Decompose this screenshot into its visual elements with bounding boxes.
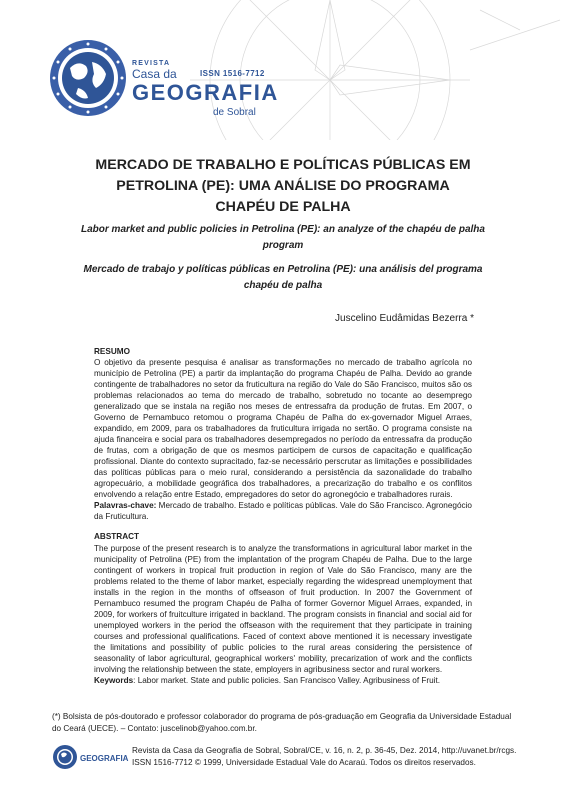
footer-citation xyxy=(132,745,532,769)
footer-citation-line2: ISSN 1516-7712 © 1999, Universidade Estadual Vale do Acaraú. Todos os direitos reservados. xyxy=(132,758,476,767)
logo-casa-text: Casa da xyxy=(132,67,177,81)
keywords-text: : Labor market. State and public policies. San Francisco Valley. Agribusiness of Fruit. xyxy=(133,676,441,685)
resumo-body xyxy=(94,357,472,522)
abstract-heading: ABSTRACT xyxy=(94,532,140,541)
resumo-text: O objetivo da presente pesquisa é analisar as transformações no mercado de trabalho agrícola no município de Petrolina (PE) a partir da implantação do programa Chapéu de Palha. Devido ao grande contingente de trabalhadores no setor da fruticultura na região do Vale do São Francisco, muitos são os problemas relacionados ao tema do mercado de trabalho, sobretudo no tocante ao desemprego generalizado que se instala na região nos meses de entressafra da produção de frutas. Em 2007, o Governo de Pernambuco retomou o programa Chapéu de Palha do ex-governador Miguel Arraes, expandido, em 2009, para os trabalhadores da fruticultura irrigada no sertão. O programa consiste na ajuda financeira e social para os trabalhadores desempregados no período da entressafra da produção de frutas, com a obrigação de que os mesmos participem de cursos de capacitação e qualificação profissional. Diante do contexto supracitado, faz-se necessário perscrutar as limitações e possibilidades das políticas públicas para o meio rural, considerando a persistência da sazonalidade do trabalho agropecuário, a mobilidade geográfica dos trabalhadores, a precarização do trabalho e os conflitos envolvendo a relação entre Estado, empregadores do setor do agronegócio e trabalhadores rurais. xyxy=(94,358,472,499)
keywords-label: Keywords xyxy=(94,676,134,685)
abstract-body xyxy=(94,543,472,686)
footer-citation-line1: Revista da Casa da Geografia de Sobral, Sobral/CE, v. 16, n. 2, p. 36-45, Dez. 2014, http://uvanet.br/rcgs. xyxy=(132,746,517,755)
palavras-chave-label: Palavras-chave: xyxy=(94,501,157,510)
abstract-text: The purpose of the present research is to analyze the transformations in agricultural labor market in the municipality of Petrolina (PE) from the implantation of the program Chapéu de Palha. Due to the large contingent of workers in tropical fruit production in region of Vale do São Francisco, many are the problems related to the theme of labor market, especially regarding the widespread unemployment that installs in the region in the months of offseason of fruit production. In 2007 the Government of Pernambuco resumed the program Chapéu de Palha of former Governor Miguel Arraes, expanded, in 2009, for workers of fruitculture irrigated in backland. The program consists in financial and social aid for unemployed workers in the period the offseason with the requirement that they participate in training courses and professional qualifications. Faced of context above mentioned it is necessary investigate the limitations and possibility of public policies to the rural areas considering the persistence of seasonality of labor agricultural, geographical workers' mobility, precarization of work and the conflicts involving the relationship between the state, employers in agribusiness sector and rural workers. xyxy=(94,544,472,674)
palavras-chave-text: Mercado de trabalho. Estado e políticas públicas. Vale do São Francisco. Agronegócio da Fruticultura. xyxy=(94,501,472,521)
globe-logo-icon xyxy=(48,38,128,118)
footer-logo-icon xyxy=(52,744,130,770)
footer-logo-text: GEOGRAFIA xyxy=(80,754,129,763)
subtitle-spanish: Mercado de trabajo y políticas públicas en Petrolina (PE): una análisis del programa chapéu de palha xyxy=(83,264,483,291)
logo-issn-text: ISSN 1516-7712 xyxy=(200,69,265,78)
paper-title: MERCADO DE TRABALHO E POLÍTICAS PÚBLICAS EM PETROLINA (PE): UMA ANÁLISE DO PROGRAMA CHAPÉU DE PALHA xyxy=(95,157,471,215)
logo-sobral-text: de Sobral xyxy=(213,107,256,118)
logo-revista-text: REVISTA xyxy=(132,60,171,67)
author-footnote: (*) Bolsista de pós-doutorado e professor colaborador do programa de pós-graduação em Geografia da Universidade Estadual do Ceará (UECE). – Contato: juscelinob@yahoo.com.br. xyxy=(52,712,512,733)
resumo-heading: RESUMO xyxy=(94,347,130,356)
logo-geografia-text: GEOGRAFIA xyxy=(132,80,279,105)
subtitle-english: Labor market and public policies in Petrolina (PE): an analyze of the chapéu de palha program xyxy=(81,224,485,251)
journal-header xyxy=(0,0,566,140)
author-name: Juscelino Eudâmidas Bezerra * xyxy=(335,313,474,324)
